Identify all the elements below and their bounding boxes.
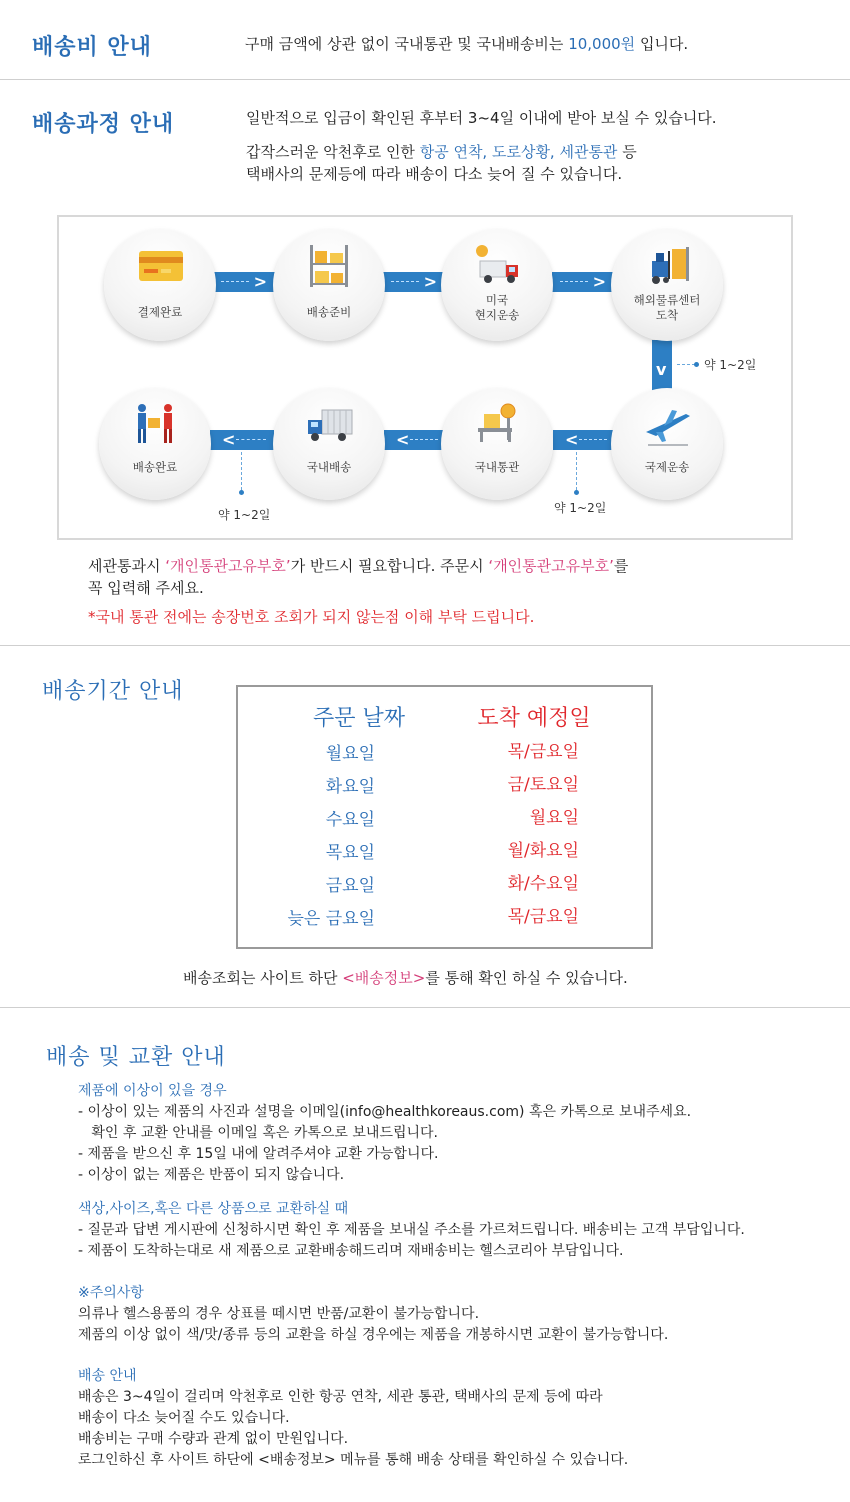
section-line: - 질문과 답변 게시판에 신청하시면 확인 후 제품을 보내실 주소를 가르쳐드립니다. 배송비는 고객 부담입니다. [78,1222,745,1238]
arrival-day: 월/화요일 [507,841,579,861]
section-line: 확인 후 교환 안내를 이메일 혹은 카톡으로 보내드립니다. [78,1125,439,1141]
note-dot [239,490,244,495]
step-label: 국내통관 [474,460,520,474]
customs-notice-line1 [88,554,628,578]
delivery-truck-icon [472,243,522,289]
step-label: 배송준비 [306,305,352,319]
step-label: 국내배송 [306,460,352,474]
step-label: 배송완료 [132,460,178,474]
arrival-day: 목/금요일 [507,907,579,927]
note-overseas-to-intl: 약 1~2일 [704,358,757,372]
cargo-truck-icon [304,402,354,448]
line2-after: 등 [617,143,637,161]
section-line: - 이상이 없는 제품은 반품이 되지 않습니다. [78,1167,345,1183]
divider [0,645,850,646]
flow-arrow-left: < [210,430,274,450]
arrival-day: 월요일 [529,808,579,828]
section-line: - 이상이 있는 제품의 사진과 설명을 이메일(info@healthkoreaus.com) 혹은 카톡으로 보내주세요. [78,1104,692,1120]
order-day: 금요일 [325,876,375,896]
col-arrival-header: 도착 예정일 [477,706,591,731]
customs-notice-line2: 꼭 입력해 주세요. [88,579,204,597]
shipping-fee-text [245,32,688,56]
exchange-section-change [78,1199,745,1262]
order-day: 목요일 [325,843,375,863]
exchange-section-defect [78,1081,691,1186]
delivery-person-icon [130,402,180,448]
section-line: 의류나 헬스용품의 경우 상표를 떼시면 반품/교환이 불가능합니다. [78,1306,480,1322]
note-domestic-to-done: 약 1~2일 [218,508,271,522]
tracking-before: 배송조회는 사이트 하단 [183,969,343,987]
customs-code-label: ‘개인통관고유부호’ [165,557,291,575]
step-delivered [99,388,211,500]
section-title: 제품에 이상이 있을 경우 [78,1083,227,1099]
boxes-shelf-icon [304,243,354,289]
arrival-day: 목/금요일 [507,742,579,762]
note-leader [576,452,577,490]
forklift-warehouse-icon [642,243,692,289]
divider [0,79,850,80]
step-label: 국제운송 [644,460,690,474]
step-overseas-center [611,229,723,341]
shipping-process-line1: 일반적으로 입금이 확인된 후부터 3~4일 이내에 받아 보실 수 있습니다. [246,109,717,127]
shipping-process-heading: 배송과정 안내 [32,112,175,137]
flow-arrow-left: < [553,430,615,450]
step-us-transport [441,229,553,341]
customs-code-label: ‘개인통관고유부호’ [488,557,614,575]
section-line: - 제품이 도착하는대로 새 제품으로 교환배송해드리며 재배송비는 헬스코리아 부담입니다. [78,1243,624,1259]
arrival-day: 화/수요일 [507,874,579,894]
section-line: 제품의 이상 없이 색/맛/종류 등의 교환을 하실 경우에는 제품을 개봉하시면 교환이 불가능합니다. [78,1327,669,1343]
section-line: 배송은 3~4일이 걸리며 악천후로 인한 항공 연착, 세관 통관, 택배사의 문제 등에 따라 [78,1389,603,1405]
exchange-heading: 배송 및 교환 안내 [46,1045,226,1070]
airplane-icon [642,402,692,448]
note-dot [574,490,579,495]
arrival-day: 금/토요일 [507,775,579,795]
line2-before: 갑작스러운 악천후로 인한 [246,143,420,161]
step-payment-complete [104,229,216,341]
flow-arrow-left: < [384,430,446,450]
tracking-note [183,966,628,990]
flow-arrow-right: > [383,272,445,292]
section-line: - 제품을 받으신 후 15일 내에 알려주셔야 교환 가능합니다. [78,1146,439,1162]
flow-arrow-right: > [213,272,275,292]
step-domestic-delivery [273,388,385,500]
tracking-after: 를 통해 확인 하실 수 있습니다. [425,969,628,987]
customs-scale-icon [472,402,522,448]
shipping-fee-amount: 10,000원 [568,35,636,53]
credit-card-icon [135,243,185,289]
step-international [611,388,723,500]
step-customs [441,388,553,500]
col-order-header: 주문 날짜 [312,706,405,731]
shipping-process-line2 [246,140,637,164]
line2-highlight: 항공 연착, 도로상황, 세관통관 [419,143,618,161]
notice-before: 세관통과시 [88,557,166,575]
section-title: 색상,사이즈,혹은 다른 상품으로 교환하실 때 [78,1201,349,1217]
divider [0,1007,850,1008]
tracking-link[interactable]: <배송정보> [342,969,426,987]
notice-after: 를 [613,557,629,575]
notice-mid: 가 반드시 필요합니다. 주문시 [290,557,489,575]
delivery-period-heading: 배송기간 안내 [42,679,184,704]
shipping-fee-text-after: 입니다. [635,35,689,53]
shipping-fee-text-before: 구매 금액에 상관 없이 국내통관 및 국내배송비는 [245,35,569,53]
section-title: 배송 안내 [78,1368,137,1384]
section-line: 로그인하신 후 사이트 하단에 <배송정보> 메뉴를 통해 배송 상태를 확인하실 수 있습니다. [78,1452,629,1468]
order-day: 늦은 금요일 [287,909,375,929]
section-line: 배송비는 구매 수량과 관계 없이 만원입니다. [78,1431,349,1447]
section-line: 배송이 다소 늦어질 수도 있습니다. [78,1410,290,1426]
note-intl-to-customs: 약 1~2일 [554,501,607,515]
note-dot [694,362,699,367]
note-leader [677,364,695,365]
step-label: 미국 현지운송 [474,293,520,322]
note-leader [241,452,242,490]
flow-arrow-down: v [652,340,672,392]
shipping-fee-heading: 배송비 안내 [32,35,152,60]
order-day: 화요일 [325,777,375,797]
delivery-schedule-table [236,685,653,949]
flow-arrow-right: > [552,272,614,292]
exchange-section-shipping [78,1366,628,1471]
order-day: 수요일 [325,810,375,830]
shipping-process-line3: 택배사의 문제등에 따라 배송이 다소 늦어 질 수 있습니다. [246,165,623,183]
step-preparing [273,229,385,341]
customs-warning: *국내 통관 전에는 송장번호 조회가 되지 않는점 이해 부탁 드립니다. [88,608,535,626]
section-title: ※주의사항 [78,1285,144,1301]
exchange-section-caution [78,1283,668,1346]
step-label: 해외물류센터 도착 [633,293,701,322]
step-label: 결제완료 [137,305,183,319]
order-day: 월요일 [325,744,375,764]
